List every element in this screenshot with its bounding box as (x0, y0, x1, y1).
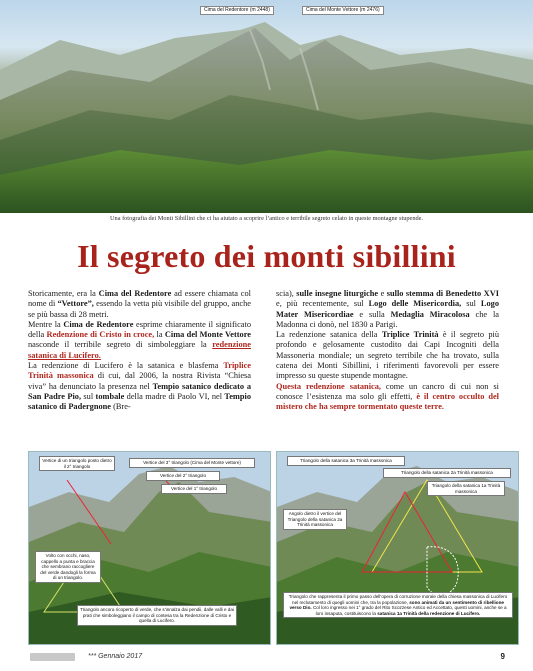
magazine-logo (30, 653, 75, 661)
paragraph: Storicamente, era la Cima del Redentore ad essere chiamata col nome di “Vettore”, essendo la vetta più visibile del gruppo, anche se più bassa di 28 metri. (28, 289, 251, 319)
label-vertex-1st: Vertice del 1° triangolo (161, 484, 227, 494)
label-cima-vettore: Cima del Monte Vettore (m 2476) (302, 6, 384, 15)
panel-right-photo (276, 451, 519, 645)
article-column-left (28, 289, 251, 413)
mountain-photo (0, 0, 533, 213)
label-vertex-behind: Vertice di un triangolo posto dietro il 2° triangolo (39, 456, 115, 471)
page-number: 9 (500, 652, 505, 661)
label-first-step: Triangolo che rappresenta il primo passo dell’opera di corruzione morale della chiesa massonica di Lucifero nel reclutamento di quegli uomini che, tra la popolazione, sono animati da un sentimento di ribellione verso Dio. Col loro ingresso nei 1° grado del Rito Scozzese Antico ed Accettato, questi uomini, anche se a loro insaputa, costituiscono la satanica 1a Trinità della redenzione di Lucifero. (283, 592, 513, 618)
label-vertex-2nd: Vertice del 2° triangolo (146, 471, 220, 481)
paragraph: La redenzione di Lucifero è la satanica e blasfema Triplice Trinità massonica di cui, dal 2006, la nostra Rivista “Chiesa viva” ha denunciato la presenza nel Tempio satanico dedicato a San Padre Pio, sul tombale della madre di Paolo VI, nel Tempio satanico di Padergnone (Bre- (28, 361, 252, 412)
hero-caption: Una fotografia dei Monti Sibillini che ci ha aiutato a scoprire l’antico e terribile segreto celato in queste montagne stupende. (110, 215, 423, 222)
hero-photo (0, 0, 533, 213)
label-cima-redentore: Cima del Redentore (m 2448) (200, 6, 274, 15)
label-triangle-3a: Triangolo della satanica 3a Trinità massonica (287, 456, 405, 466)
label-triangle-2a: Triangolo della satanica 2a Trinità massonica (383, 468, 511, 478)
label-triangle-1a: Triangolo della satanica 1a Trinità massonica (427, 481, 505, 496)
paragraph: Mentre la Cima de Redentore esprime chiaramente il significato della Redenzione di Cristo in croce, la Cima del Monte Vettore nasconde il terribile segreto di simboleggiare la redenzione satanica di Lucifero. (28, 319, 251, 360)
paragraph: La redenzione satanica della Triplice Trinità è il segreto più profondo e gelosamente custodito dai Capi Incogniti della Massoneria mondiale; un segreto terribile che ha trovato, sulla catena dei Monti Sibillini, i riferimenti favorevoli per essere impresso su queste stupende montagne. (276, 330, 499, 381)
paragraph: scia), sulle insegne liturgiche e sullo stemma di Benedetto XVI e, più recentemente, sul Logo delle Misericordia, sul Logo Mater Misericordiae e sulla Medaglia Miracolosa che la Madonna ci donò, nel 1830 a Parigi. (276, 289, 499, 329)
label-green-triangle: Triangolo ancora ricoperto di verde, che s’innalza dai pendii, dalle valli e dai prati che simboleggiano il campo di contesa tra la Redenzione di Cristo e quella di Lucifero. (77, 605, 237, 626)
page-title: Il segreto dei monti sibillini (77, 238, 456, 274)
label-angle-vertex: Angolo dietro il vertice del Triangolo della satanica 2a Trinità massonica (283, 509, 347, 530)
page-footer (0, 651, 533, 665)
panel-left-photo (28, 451, 271, 645)
issue-date: *** Gennaio 2017 (88, 653, 143, 660)
label-face: Volto con occhi, naso, cappello a punta e braccia che sembrano raccogliere del verde dandogli la forma di un triangolo. (35, 551, 101, 583)
label-vertex-3rd: Vertice del 3° triangolo (Cima del Monte vettore) (129, 458, 255, 468)
article-column-right (276, 289, 499, 413)
paragraph: Questa redenzione satanica, come un cancro di cui non si conosce l’esistenza ma solo gli effetti, è il centro occulto del mistero che ha sempre tormentato queste terre. (276, 381, 499, 412)
